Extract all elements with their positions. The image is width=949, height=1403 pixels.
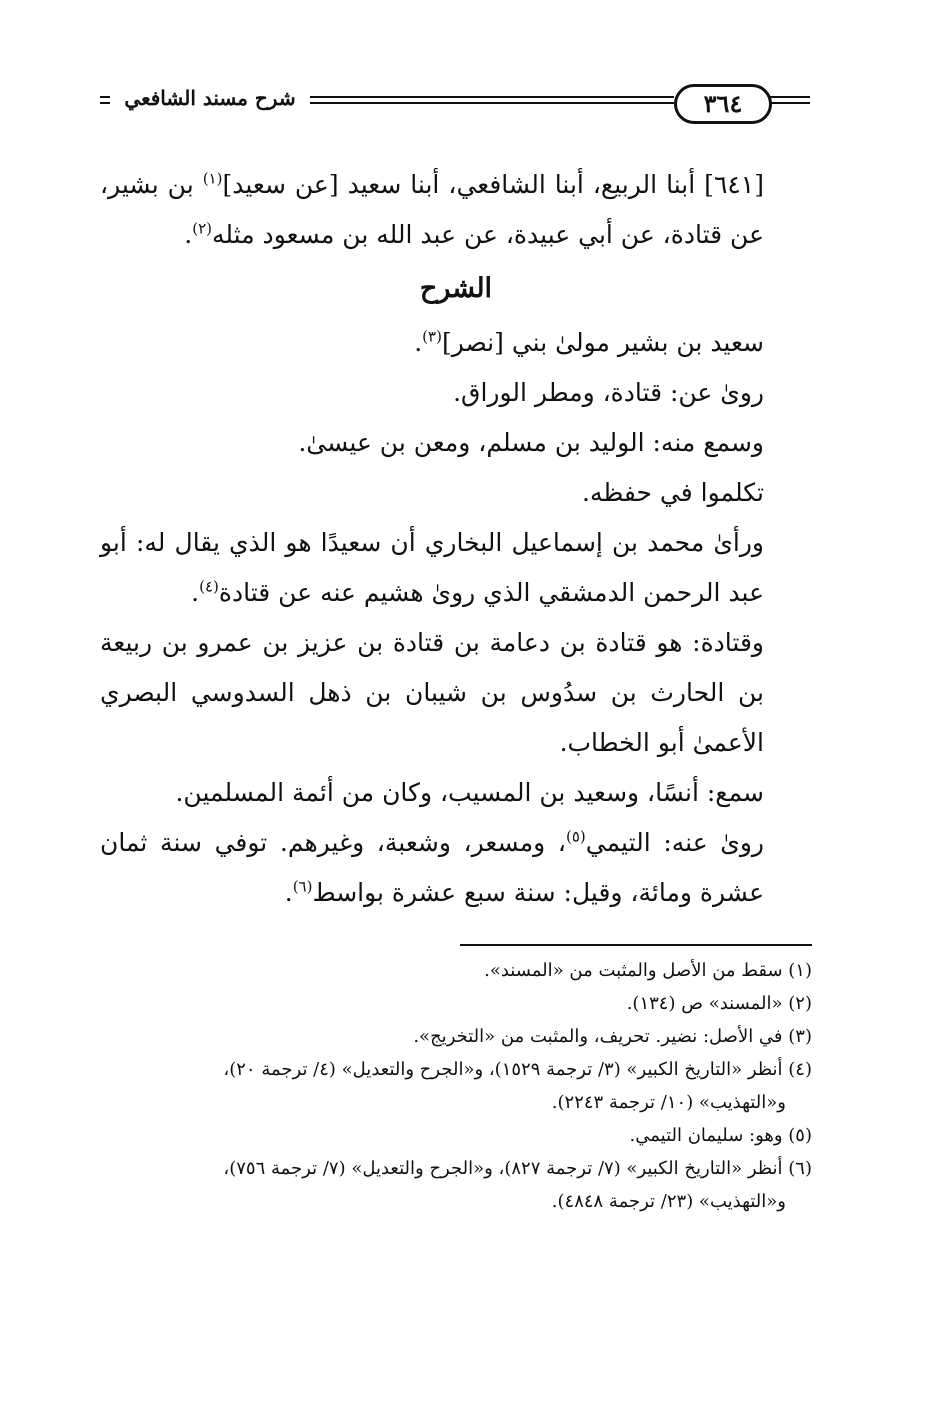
header-rule-middle-2 <box>310 102 674 104</box>
main-text <box>100 160 812 918</box>
header-rule-middle <box>310 96 674 98</box>
hadith-paragraph <box>100 160 812 260</box>
header-rule-right-2 <box>766 102 810 104</box>
page-header <box>100 70 810 120</box>
footnote-6-cont: و«التهذيب» (٢٣/ ترجمة ٤٨٤٨). <box>551 1191 786 1212</box>
footnote-ref: (٥) <box>565 827 586 846</box>
bukhari-text: ورأىٰ محمد بن إسماعيل البخاري أن سعيدًا هو الذي يقال له: أبو عبد الرحمن الدمشقي الذي رویٰ هشيم عنه عن قتادة <box>100 528 764 607</box>
punctuation: . <box>414 328 423 357</box>
qatada-paragraph: وقتادة: هو قتادة بن دعامة بن قتادة بن عزيز بن عمرو بن ربيعة بن الحارث بن سدُوس بن شيبان بن ذهل السدوسي البصري الأعمىٰ أبو الخطاب. <box>100 628 764 757</box>
memory-paragraph: تكلموا في حفظه. <box>582 478 764 507</box>
hadith-text-cont: بن بشير، عن قتادة، عن أبي عبيدة، عن عبد الله بن مسعود مثله <box>100 170 764 249</box>
bukhari-paragraph <box>100 518 812 618</box>
footnote-2: (٢) «المسند» ص (١٣٤). <box>626 993 812 1014</box>
footnote-4: (٤) أنظر «التاريخ الكبير» (٣/ ترجمة ١٥٢٩)، و«الجرح والتعديل» (٤/ ترجمة ٢٠)، <box>223 1059 812 1080</box>
footnote-6: (٦) أنظر «التاريخ الكبير» (٧/ ترجمة ٨٢٧)، و«الجرح والتعديل» (٧/ ترجمة ٧٥٦)، <box>223 1158 812 1179</box>
footnote-ref: (٦) <box>292 877 313 896</box>
page-number: ٣٦٤ <box>674 84 772 124</box>
footnote-separator <box>460 944 812 946</box>
header-rule-right <box>766 96 810 98</box>
section-heading: الشرح <box>419 273 493 304</box>
footnote-ref: (١) <box>202 169 223 188</box>
narrated-by-text-cont: ، ومسعر، وشعبة، وغيرهم. توفي سنة ثمان عشرة ومائة، وقيل: سنة سبع عشرة بواسط <box>100 828 764 907</box>
narrated-by-text: رویٰ عنه: التيمي <box>585 828 764 857</box>
footnote-5: (٥) وهو: سليمان التيمي. <box>629 1125 812 1146</box>
footnote-ref: (٤) <box>199 577 219 596</box>
footnote-ref: (٢) <box>192 219 212 238</box>
narrator-paragraph <box>100 318 812 368</box>
punctuation: . <box>184 220 193 249</box>
hadith-text: [٦٤١] أبنا الربيع، أبنا الشافعي، أبنا سعيد [عن سعيد] <box>222 170 764 199</box>
footnote-3: (٣) في الأصل: نضير. تحريف، والمثبت من «التخريج». <box>413 1026 812 1047</box>
narrated-from-paragraph: رویٰ عن: قتادة، ومطر الوراق. <box>453 378 764 407</box>
footnote-4-cont: و«التهذيب» (١٠/ ترجمة ٢٢٤٣). <box>551 1092 786 1113</box>
narrated-by-paragraph <box>100 818 812 918</box>
heard-by-paragraph: وسمع منه: الوليد بن مسلم، ومعن بن عيسىٰ. <box>298 428 764 457</box>
punctuation: . <box>284 878 293 907</box>
punctuation: . <box>191 578 200 607</box>
heard-paragraph: سمع: أنسًا، وسعيد بن المسيب، وكان من أئمة المسلمين. <box>175 778 764 807</box>
running-title: شرح مسند الشافعي <box>110 86 310 110</box>
footnotes <box>100 954 812 1218</box>
footnote-ref: (٣) <box>422 327 442 346</box>
narrator-text: سعيد بن بشير مولىٰ بني [نصر] <box>441 328 764 357</box>
footnote-1: (١) سقط من الأصل والمثبت من «المسند». <box>484 960 812 981</box>
